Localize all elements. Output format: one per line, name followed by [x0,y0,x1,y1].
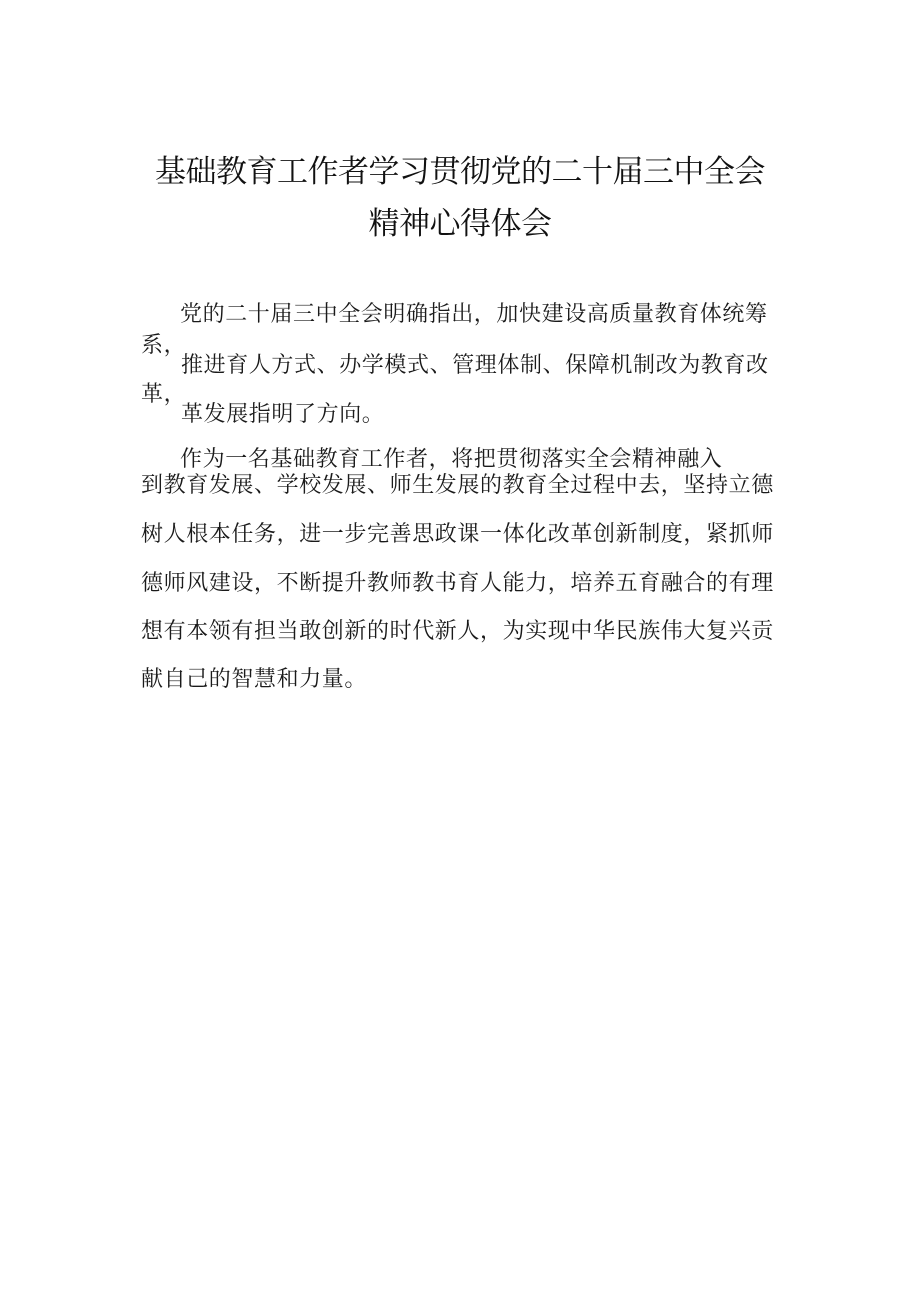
paragraph-1-line-2: 推进育人方式、办学模式、管理体制、保障机制改为教育改 [181,353,769,378]
paragraph-1-line-3-lead: 革， [141,382,187,407]
paragraph-2-clipped-line-container [180,442,780,472]
paragraph-1-line-1: 党的二十届三中全会明确指出，加快建设高质量教育体统筹 [180,302,768,327]
paragraph-2-line-2: 到教育发展、学校发展、师生发展的教育全过程中去，坚持立德 [141,473,774,498]
paragraph-2-line-6: 献自己的智慧和力量。 [141,667,368,692]
paragraph-2-line-1-partial: 作为一名基础教育工作者，将把贯彻落实全会精神融入 [180,447,723,472]
document-title-line-2: 精神心得体会 [368,206,552,242]
paragraph-2-line-3: 树人根本任务，进一步完善思政课一体化改革创新制度，紧抓师 [141,522,774,547]
document-title-line-1: 基础教育工作者学习贯彻党的二十届三中全会 [155,154,765,190]
paragraph-2-line-4: 德师风建设，不断提升教师教书育人能力，培养五育融合的有理 [141,571,774,596]
paragraph-1-line-3: 革发展指明了方向。 [181,402,385,427]
paragraph-2-line-5: 想有本领有担当敢创新的时代新人，为实现中华民族伟大复兴贡 [141,619,774,644]
paragraph-1-line-2-lead: 系， [141,333,187,358]
